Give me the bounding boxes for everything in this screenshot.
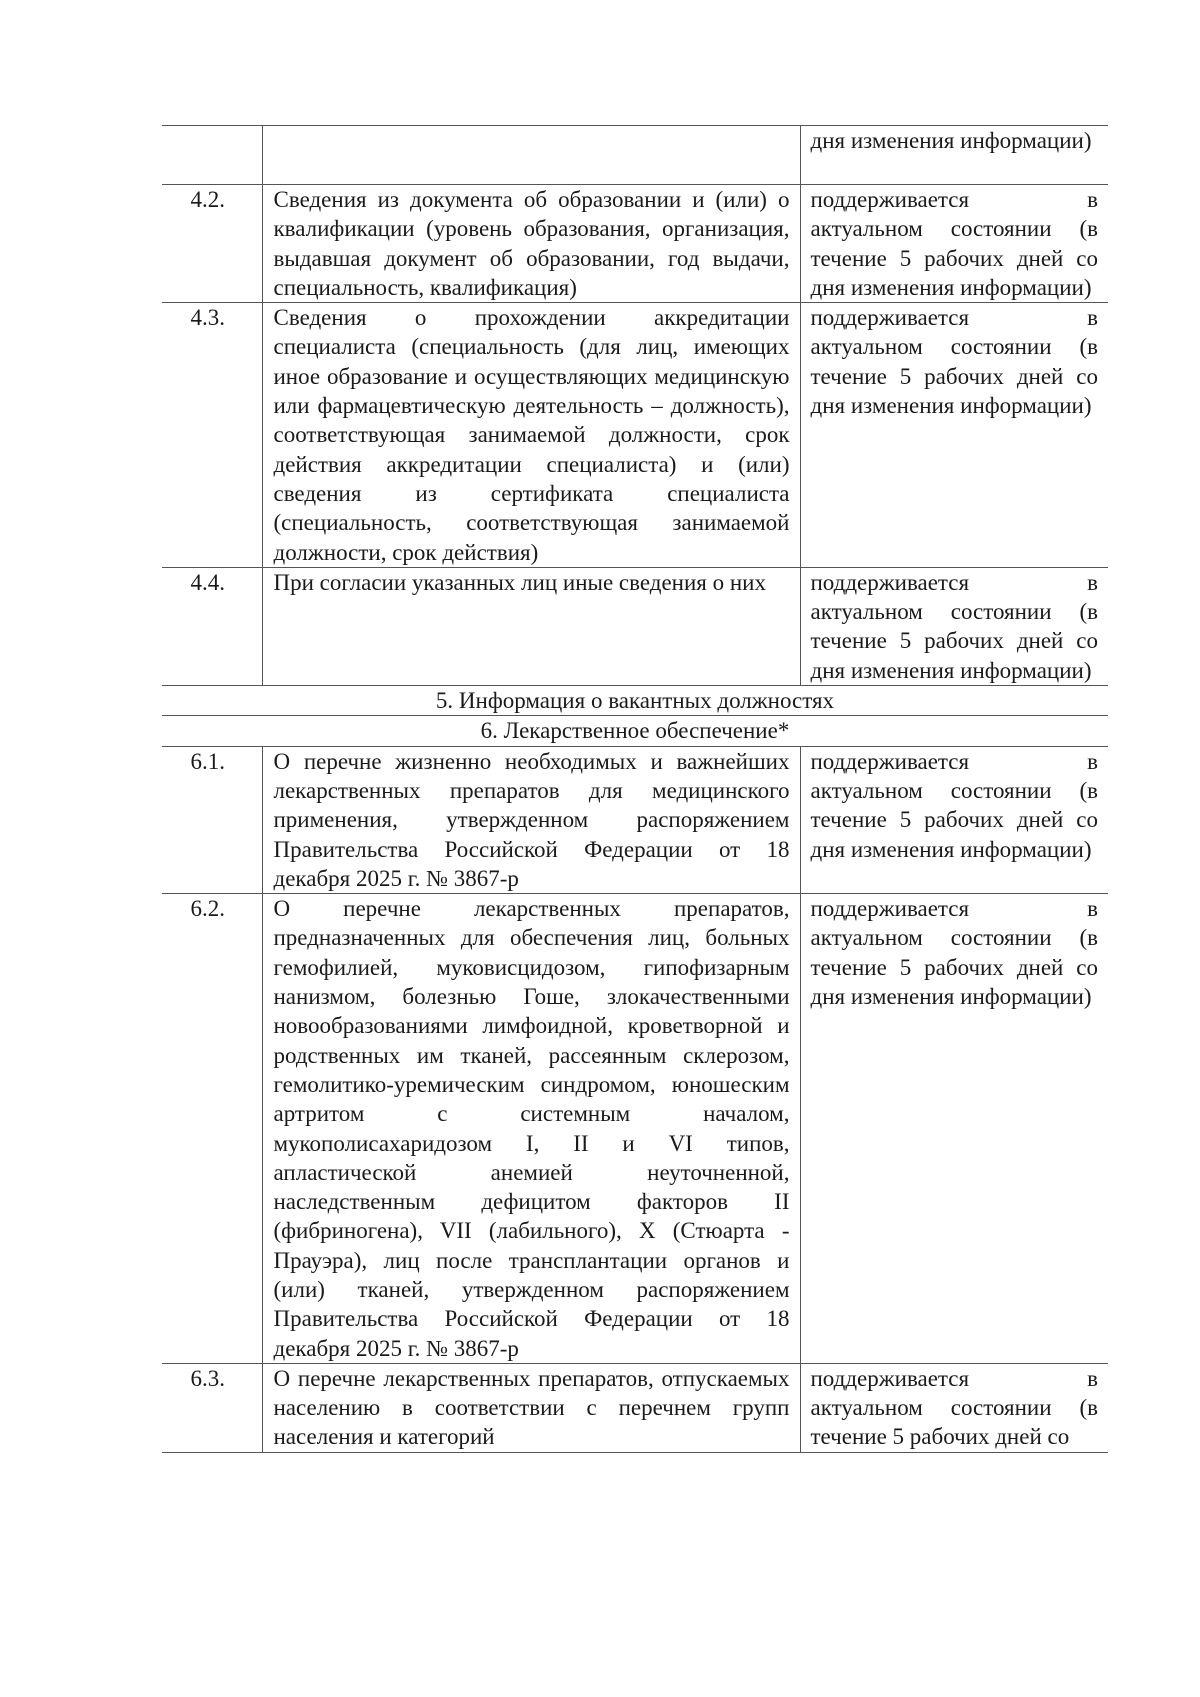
row-number-cell: 4.4.	[162, 567, 262, 685]
row-status-cell	[800, 567, 1108, 685]
row-status-cell	[800, 126, 1108, 185]
table-row	[162, 567, 1108, 685]
table-row	[162, 746, 1108, 893]
row-status-cell	[800, 894, 1108, 1364]
row-status-cell	[800, 185, 1108, 303]
row-text-cell: О перечне лекарственных препаратов, отпускаемых населению в соответствии с перечнем групп населения и категорий	[262, 1363, 800, 1452]
table-row	[162, 185, 1108, 303]
status-text: поддерживается в актуальном состоянии (в течение 5 рабочих дней со дня изменения информации)	[810, 187, 1098, 300]
row-status-cell	[800, 303, 1108, 568]
row-number-cell: 6.1.	[162, 746, 262, 893]
row-status-cell	[800, 746, 1108, 893]
row-text-cell: Сведения из документа об образовании и (или) о квалификации (уровень образования, организация, выдавшая документ об образовании, год выдачи, специальность, квалификация)	[262, 185, 800, 303]
status-text: дня изменения информации)	[810, 128, 1092, 153]
status-text: поддерживается в актуальном состоянии (в течение 5 рабочих дней со дня изменения информации)	[810, 896, 1098, 1010]
row-number-cell: 4.2.	[162, 185, 262, 303]
info-table	[162, 125, 1108, 1453]
row-text-cell	[262, 126, 800, 185]
row-status-cell	[800, 1363, 1108, 1452]
row-number-cell	[162, 126, 262, 185]
status-text: поддерживается в актуальном состоянии (в течение 5 рабочих дней со дня изменения информации)	[810, 305, 1098, 419]
status-text: поддерживается в актуальном состоянии (в течение 5 рабочих дней со дня изменения информации)	[810, 569, 1098, 683]
table-row	[162, 126, 1108, 185]
row-number-cell: 6.2.	[162, 894, 262, 1364]
table-row	[162, 1363, 1108, 1452]
row-text-cell: При согласии указанных лиц иные сведения о них	[262, 567, 800, 685]
section-row	[162, 716, 1108, 746]
table-row	[162, 303, 1108, 568]
row-number-cell: 4.3.	[162, 303, 262, 568]
status-text: поддерживается в актуальном состоянии (в течение 5 рабочих дней со дня изменения информации)	[810, 748, 1098, 862]
section-6-heading: 6. Лекарственное обеспечение*	[162, 716, 1108, 746]
row-number-cell: 6.3.	[162, 1363, 262, 1452]
table-row	[162, 894, 1108, 1364]
row-text-cell: Сведения о прохождении аккредитации специалиста (специальность (для лиц, имеющих иное образование и осуществляющих медицинскую или фармацевтическую деятельность – должность), соответствующая занимаемой должности, срок действия аккредитации специалиста) и (или) сведения из сертификата специалиста (специальность, соответствующая занимаемой должности, срок действия)	[262, 303, 800, 568]
section-5-heading: 5. Информация о вакантных должностях	[162, 686, 1108, 716]
row-text-cell: О перечне лекарственных препаратов, предназначенных для обеспечения лиц, больных гемофилией, муковисцидозом, гипофизарным нанизмом, болезнью Гоше, злокачественными новообразованиями лимфоидной, кроветворной и родственных им тканей, рассеянным склерозом, гемолитико-уремическим синдромом, юношеским артритом с системным началом, мукополисахаридозом I, II и VI типов, апластической анемией неуточненной, наследственным дефицитом факторов II (фибриногена), VII (лабильного), X (Стюарта - Прауэра), лиц после трансплантации органов и (или) тканей, утвержденном распоряжением Правительства Российской Федерации от 18 декабря 2025 г. № 3867-р	[262, 894, 800, 1364]
section-row	[162, 686, 1108, 716]
row-text-cell: О перечне жизненно необходимых и важнейших лекарственных препаратов для медицинского применения, утвержденном распоряжением Правительства Российской Федерации от 18 декабря 2025 г. № 3867-р	[262, 746, 800, 893]
status-text: поддерживается в актуальном состоянии (в течение 5 рабочих дней со	[810, 1365, 1098, 1450]
